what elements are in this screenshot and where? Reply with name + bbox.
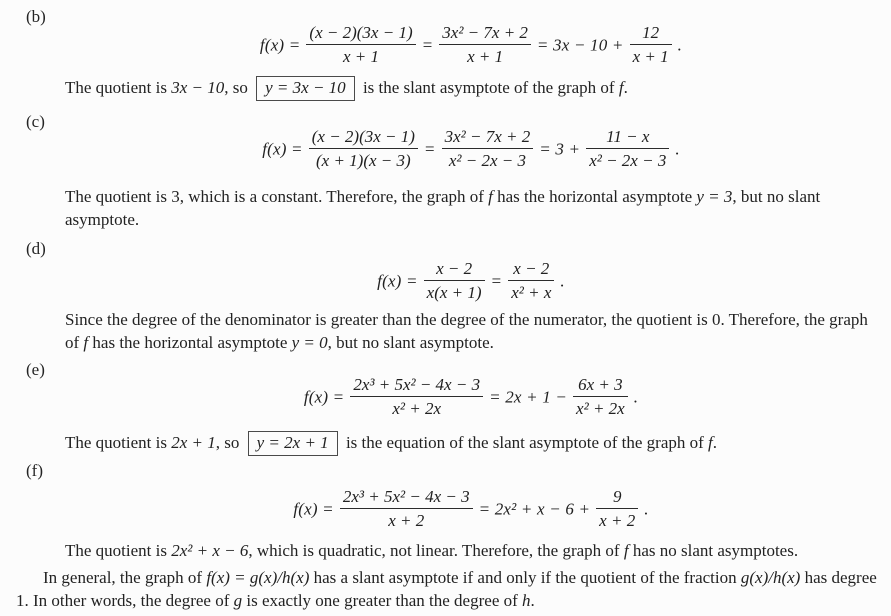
item-label-b: (b) (26, 7, 46, 26)
item-label-c: (c) (26, 112, 45, 131)
formula-e-lead: f(x) = (303, 387, 345, 407)
item-label-f: (f) (26, 461, 43, 480)
numerator: 9 (596, 486, 638, 509)
formula-e-mid: = 2x + 1 − (489, 387, 568, 407)
text-segment: f (488, 187, 493, 206)
closing-paragraph (16, 566, 878, 612)
text-segment: g (233, 591, 243, 610)
formula-d-period: . (560, 271, 565, 291)
numerator: 6x + 3 (573, 374, 628, 397)
text-segment: f (708, 433, 713, 452)
text-segment: f (618, 78, 624, 97)
text-segment: f(x) = g(x)/h(x) (206, 568, 310, 587)
fraction (340, 486, 473, 532)
denominator: x² + x (511, 283, 552, 303)
denominator: x² − 2x − 3 (448, 151, 526, 171)
denominator: x + 2 (599, 511, 636, 531)
numerator: 12 (630, 22, 672, 45)
text-segment: is the slant asymptote of the graph of (358, 78, 619, 97)
formula-c-lead: f(x) = (262, 139, 303, 159)
formula-d-lead: f(x) = (377, 271, 418, 291)
fraction (424, 258, 485, 304)
text-segment: has the horizontal asymptote (492, 187, 697, 206)
fraction (573, 374, 628, 420)
equals-sign: = (490, 271, 503, 291)
fraction (439, 22, 531, 68)
boxed-answer: y = 3x − 10 (256, 76, 355, 101)
text-segment: 3x − 10 (171, 78, 225, 97)
formula-e-period: . (633, 387, 639, 407)
numerator: 11 − x (586, 126, 669, 149)
fraction (306, 22, 415, 68)
formula-b-period: . (677, 35, 683, 55)
denominator: x + 2 (388, 511, 425, 531)
denominator: x + 1 (632, 47, 669, 67)
text-segment: y = 0 (291, 332, 328, 352)
text-segment: f (83, 332, 89, 352)
formula-c-mid: = 3 + (539, 139, 581, 159)
denominator: (x + 1)(x − 3) (315, 151, 411, 171)
text-segment: , but no slant asymptote. (327, 332, 494, 352)
denominator: x² + 2x (392, 399, 442, 419)
boxed-answer: y = 2x + 1 (248, 431, 338, 456)
text-segment: has a slant asymptote if and only if the quotient of the fraction (309, 568, 741, 587)
formula-b-lead: f(x) = (259, 35, 301, 55)
text-segment: has degree 1. In other words, the degree of (16, 568, 877, 610)
item-label-e: (e) (26, 360, 45, 379)
denominator: x² − 2x − 3 (589, 151, 667, 171)
fraction (309, 126, 418, 172)
text-segment: y = 3 (696, 187, 733, 206)
text-segment: is the equation of the slant asymptote of the graph of (341, 433, 709, 452)
explanation-f (65, 540, 880, 563)
fraction (350, 374, 483, 420)
text-segment: . (530, 591, 535, 610)
explanation-d (65, 309, 880, 354)
text-segment: 2x² + x − 6 (171, 541, 249, 560)
equals-sign: = (423, 139, 436, 159)
text-segment: , which is quadratic, not linear. Therefore, the graph of (248, 541, 624, 560)
numerator: x − 2 (424, 258, 485, 281)
text-segment: Since the degree of the denominator is greater than the degree of the numerator, the quotient is 0. Therefore, the graph of (65, 310, 868, 352)
formula-f-lead: f(x) = (293, 499, 334, 519)
numerator: (x − 2)(3x − 1) (306, 22, 415, 45)
text-segment: . (623, 78, 628, 97)
explanation-c (65, 186, 880, 231)
numerator: 3x² − 7x + 2 (439, 22, 531, 45)
formula-e (65, 376, 877, 422)
numerator: 2x³ + 5x² − 4x − 3 (340, 486, 473, 509)
formula-b-mid: = 3x − 10 + (536, 35, 624, 55)
formula-c-period: . (675, 139, 680, 159)
text-segment: The quotient is (65, 541, 172, 560)
denominator: x(x + 1) (426, 283, 482, 303)
explanation-b (65, 76, 880, 101)
formula-d (65, 260, 877, 306)
text-segment: The quotient is 3, which is a constant. Therefore, the graph of (65, 187, 489, 206)
text-segment: is exactly one greater than the degree of (242, 591, 523, 610)
fraction (442, 126, 534, 172)
fraction (630, 22, 672, 68)
text-segment: In general, the graph of (43, 568, 207, 587)
fraction (586, 126, 669, 172)
text-segment: has no slant asymptotes. (628, 541, 799, 560)
numerator: x − 2 (508, 258, 554, 281)
text-segment: The quotient is (65, 433, 172, 452)
numerator: (x − 2)(3x − 1) (309, 126, 418, 149)
text-segment: , so (224, 78, 253, 97)
fraction (596, 486, 638, 532)
text-segment: , but no slant asymptote. (65, 187, 821, 229)
denominator: x + 1 (343, 47, 380, 67)
fraction (508, 258, 554, 304)
text-segment: g(x)/h(x) (740, 568, 801, 587)
denominator: x + 1 (467, 47, 504, 67)
item-label-d: (d) (26, 239, 46, 258)
text-segment: has the horizontal asymptote (88, 332, 292, 352)
text-segment: . (712, 433, 718, 452)
formula-b (65, 24, 877, 70)
denominator: x² + 2x (576, 399, 625, 419)
text-segment: 2x + 1 (171, 433, 216, 452)
equals-sign: = (421, 35, 434, 55)
numerator: 3x² − 7x + 2 (442, 126, 534, 149)
explanation-e (65, 431, 880, 456)
text-segment: h (522, 591, 531, 610)
formula-f-period: . (644, 499, 649, 519)
formula-f-mid: = 2x² + x − 6 + (478, 499, 591, 519)
numerator: 2x³ + 5x² − 4x − 3 (350, 374, 483, 397)
formula-c (65, 128, 877, 174)
text-segment: The quotient is (65, 78, 172, 97)
text-segment: f (623, 541, 629, 560)
formula-f (65, 488, 877, 534)
text-segment: , so (215, 433, 244, 452)
